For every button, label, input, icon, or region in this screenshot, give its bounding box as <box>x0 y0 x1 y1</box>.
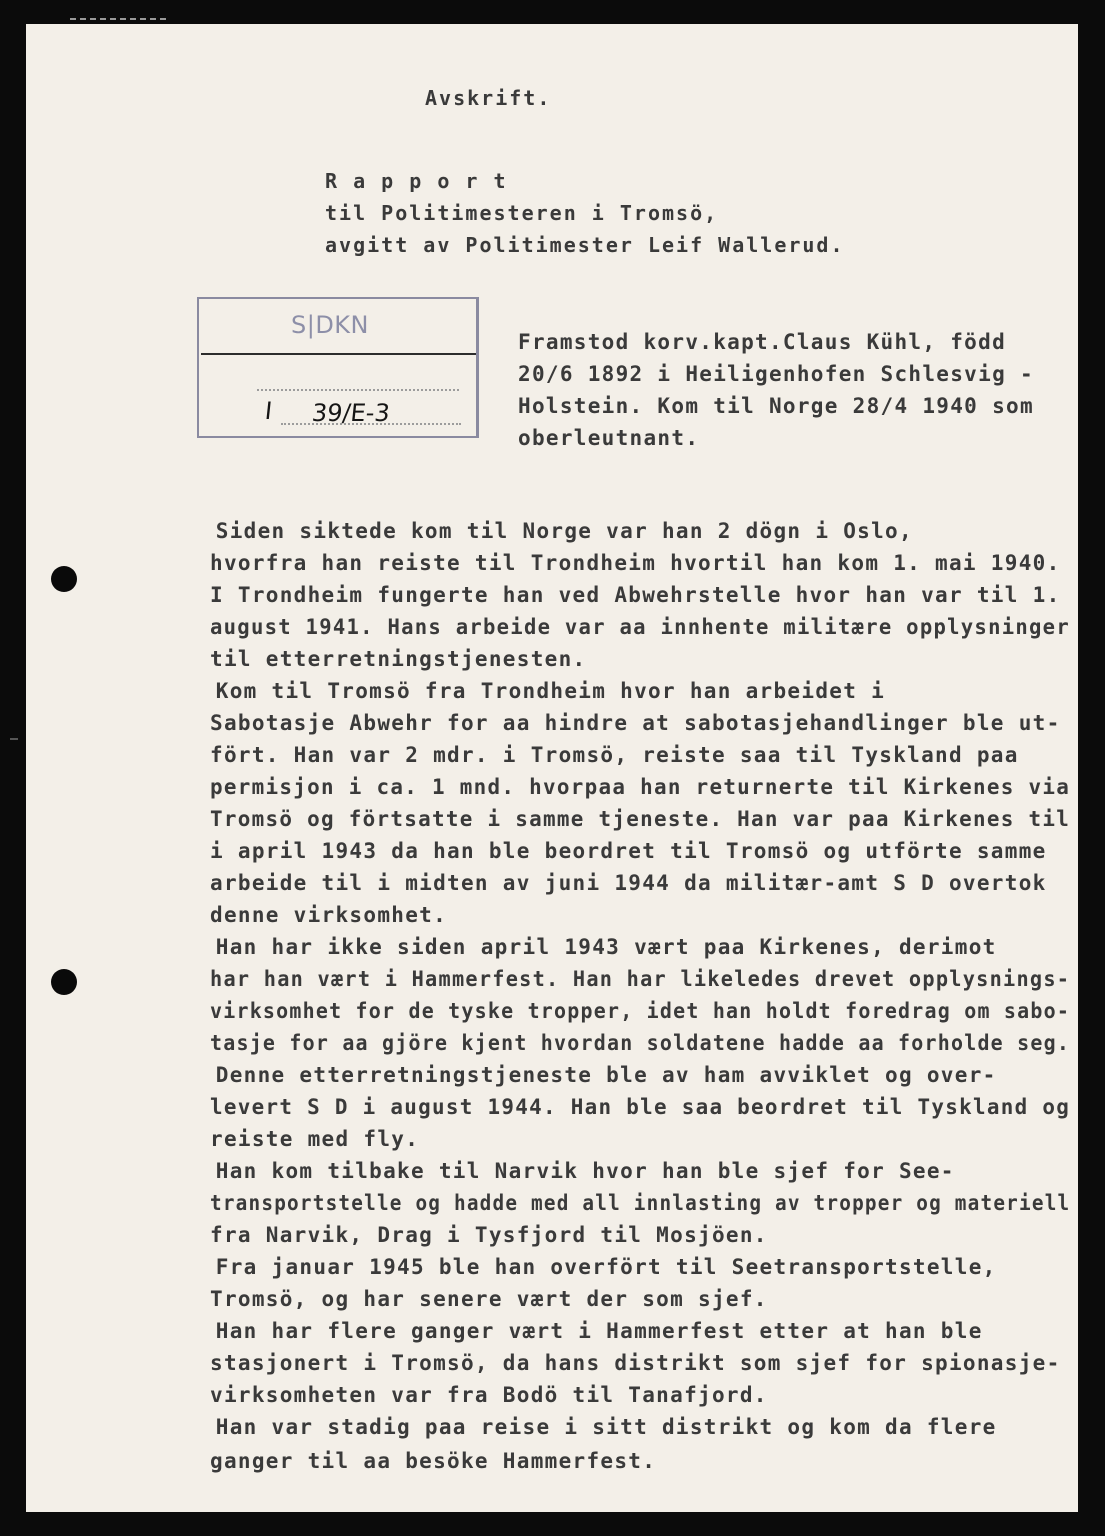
intro-line: Holstein. Kom til Norge 28/4 1940 som <box>518 394 1034 418</box>
body-line: arbeide til i midten av juni 1944 da militær-amt S D overtok <box>210 871 1047 895</box>
body-line: Tromsö, og har senere vært der som sjef. <box>210 1287 768 1311</box>
body-line: fra Narvik, Drag i Tysfjord til Mosjöen. <box>210 1223 768 1247</box>
body-line: Han kom tilbake til Narvik hvor han ble sjef for See- <box>160 1159 955 1183</box>
intro-line: oberleutnant. <box>518 426 700 450</box>
report-recipient: til Politimesteren i Tromsö, <box>325 201 719 225</box>
intro-line: Framstod korv.kapt.Claus Kühl, född <box>518 330 1007 354</box>
body-line: Tromsö og förtsatte i samme tjeneste. Han var paa Kirkenes til <box>210 807 1071 831</box>
intro-line: 20/6 1892 i Heiligenhofen Schlesvig - <box>518 362 1034 386</box>
body-line: i april 1943 da han ble beordret til Tromsö og utförte samme <box>210 839 1047 863</box>
body-line: Fra januar 1945 ble han overfört til Seetransportstelle, <box>160 1255 997 1279</box>
body-line: ganger til aa besöke Hammerfest. <box>210 1449 657 1473</box>
body-line: fört. Han var 2 mdr. i Tromsö, reiste saa til Tyskland paa <box>210 743 1019 767</box>
report-author: avgitt av Politimester Leif Wallerud. <box>325 233 845 257</box>
stamp-handwritten-number: 39/E-3 <box>310 399 392 427</box>
body-line: august 1941. Hans arbeide var aa innhente militære opplysninger <box>210 615 1070 639</box>
stamp-code: S|DKN <box>291 311 369 339</box>
stamp-divider <box>201 353 476 355</box>
body-line: virksomheten var fra Bodö til Tanafjord. <box>210 1383 768 1407</box>
body-line: stasjonert i Tromsö, da hans distrikt som sjef for spionasje- <box>210 1351 1061 1375</box>
punch-hole-bottom <box>51 969 77 995</box>
body-line: Denne etterretningstjeneste ble av ham avviklet og over- <box>160 1063 997 1087</box>
margin-tick <box>10 738 18 740</box>
report-title: R a p p o r t <box>325 169 508 193</box>
body-line: til etterretningstjenesten. <box>210 647 587 671</box>
body-line: tasje for aa gjöre kjent hvordan soldatene hadde aa forholde seg. <box>210 1031 1071 1055</box>
body-line: I Trondheim fungerte han ved Abwehrstelle hvor han var til 1. <box>210 583 1061 607</box>
body-line: virksomhet for de tyske tropper, idet han holdt foredrag om sabo- <box>210 999 1071 1023</box>
body-line: har han vært i Hammerfest. Han har likeledes drevet opplysnings- <box>210 967 1071 991</box>
archive-stamp <box>197 297 479 438</box>
body-line: hvorfra han reiste til Trondheim hvortil han kom 1. mai 1940. <box>210 551 1061 575</box>
body-line: Siden siktede kom til Norge var han 2 dögn i Oslo, <box>160 519 913 543</box>
body-line: Kom til Tromsö fra Trondheim hvor han arbeidet i <box>160 679 886 703</box>
punch-hole-top <box>51 566 77 592</box>
body-line: Han har flere ganger vært i Hammerfest etter at han ble <box>160 1319 983 1343</box>
body-line: permisjon i ca. 1 mnd. hvorpaa han returnerte til Kirkenes via <box>210 775 1071 799</box>
body-line: Han har ikke siden april 1943 vært paa Kirkenes, derimot <box>160 935 997 959</box>
stamp-field-line <box>257 389 459 391</box>
body-line: levert S D i august 1944. Han ble saa beordret til Tyskland og <box>210 1095 1071 1119</box>
body-line: reiste med fly. <box>210 1127 420 1151</box>
body-line: Han var stadig paa reise i sitt distrikt og kom da flere <box>160 1415 997 1439</box>
paper-edge-mark <box>70 18 166 23</box>
body-line: denne virksomhet. <box>210 903 448 927</box>
body-line: Sabotasje Abwehr for aa hindre at sabotasjehandlinger ble ut- <box>210 711 1061 735</box>
stamp-handwritten-prefix: I <box>263 397 274 425</box>
document-heading: Avskrift. <box>425 86 552 110</box>
body-line: transportstelle og hadde med all innlasting av tropper og materiell <box>210 1191 1071 1215</box>
